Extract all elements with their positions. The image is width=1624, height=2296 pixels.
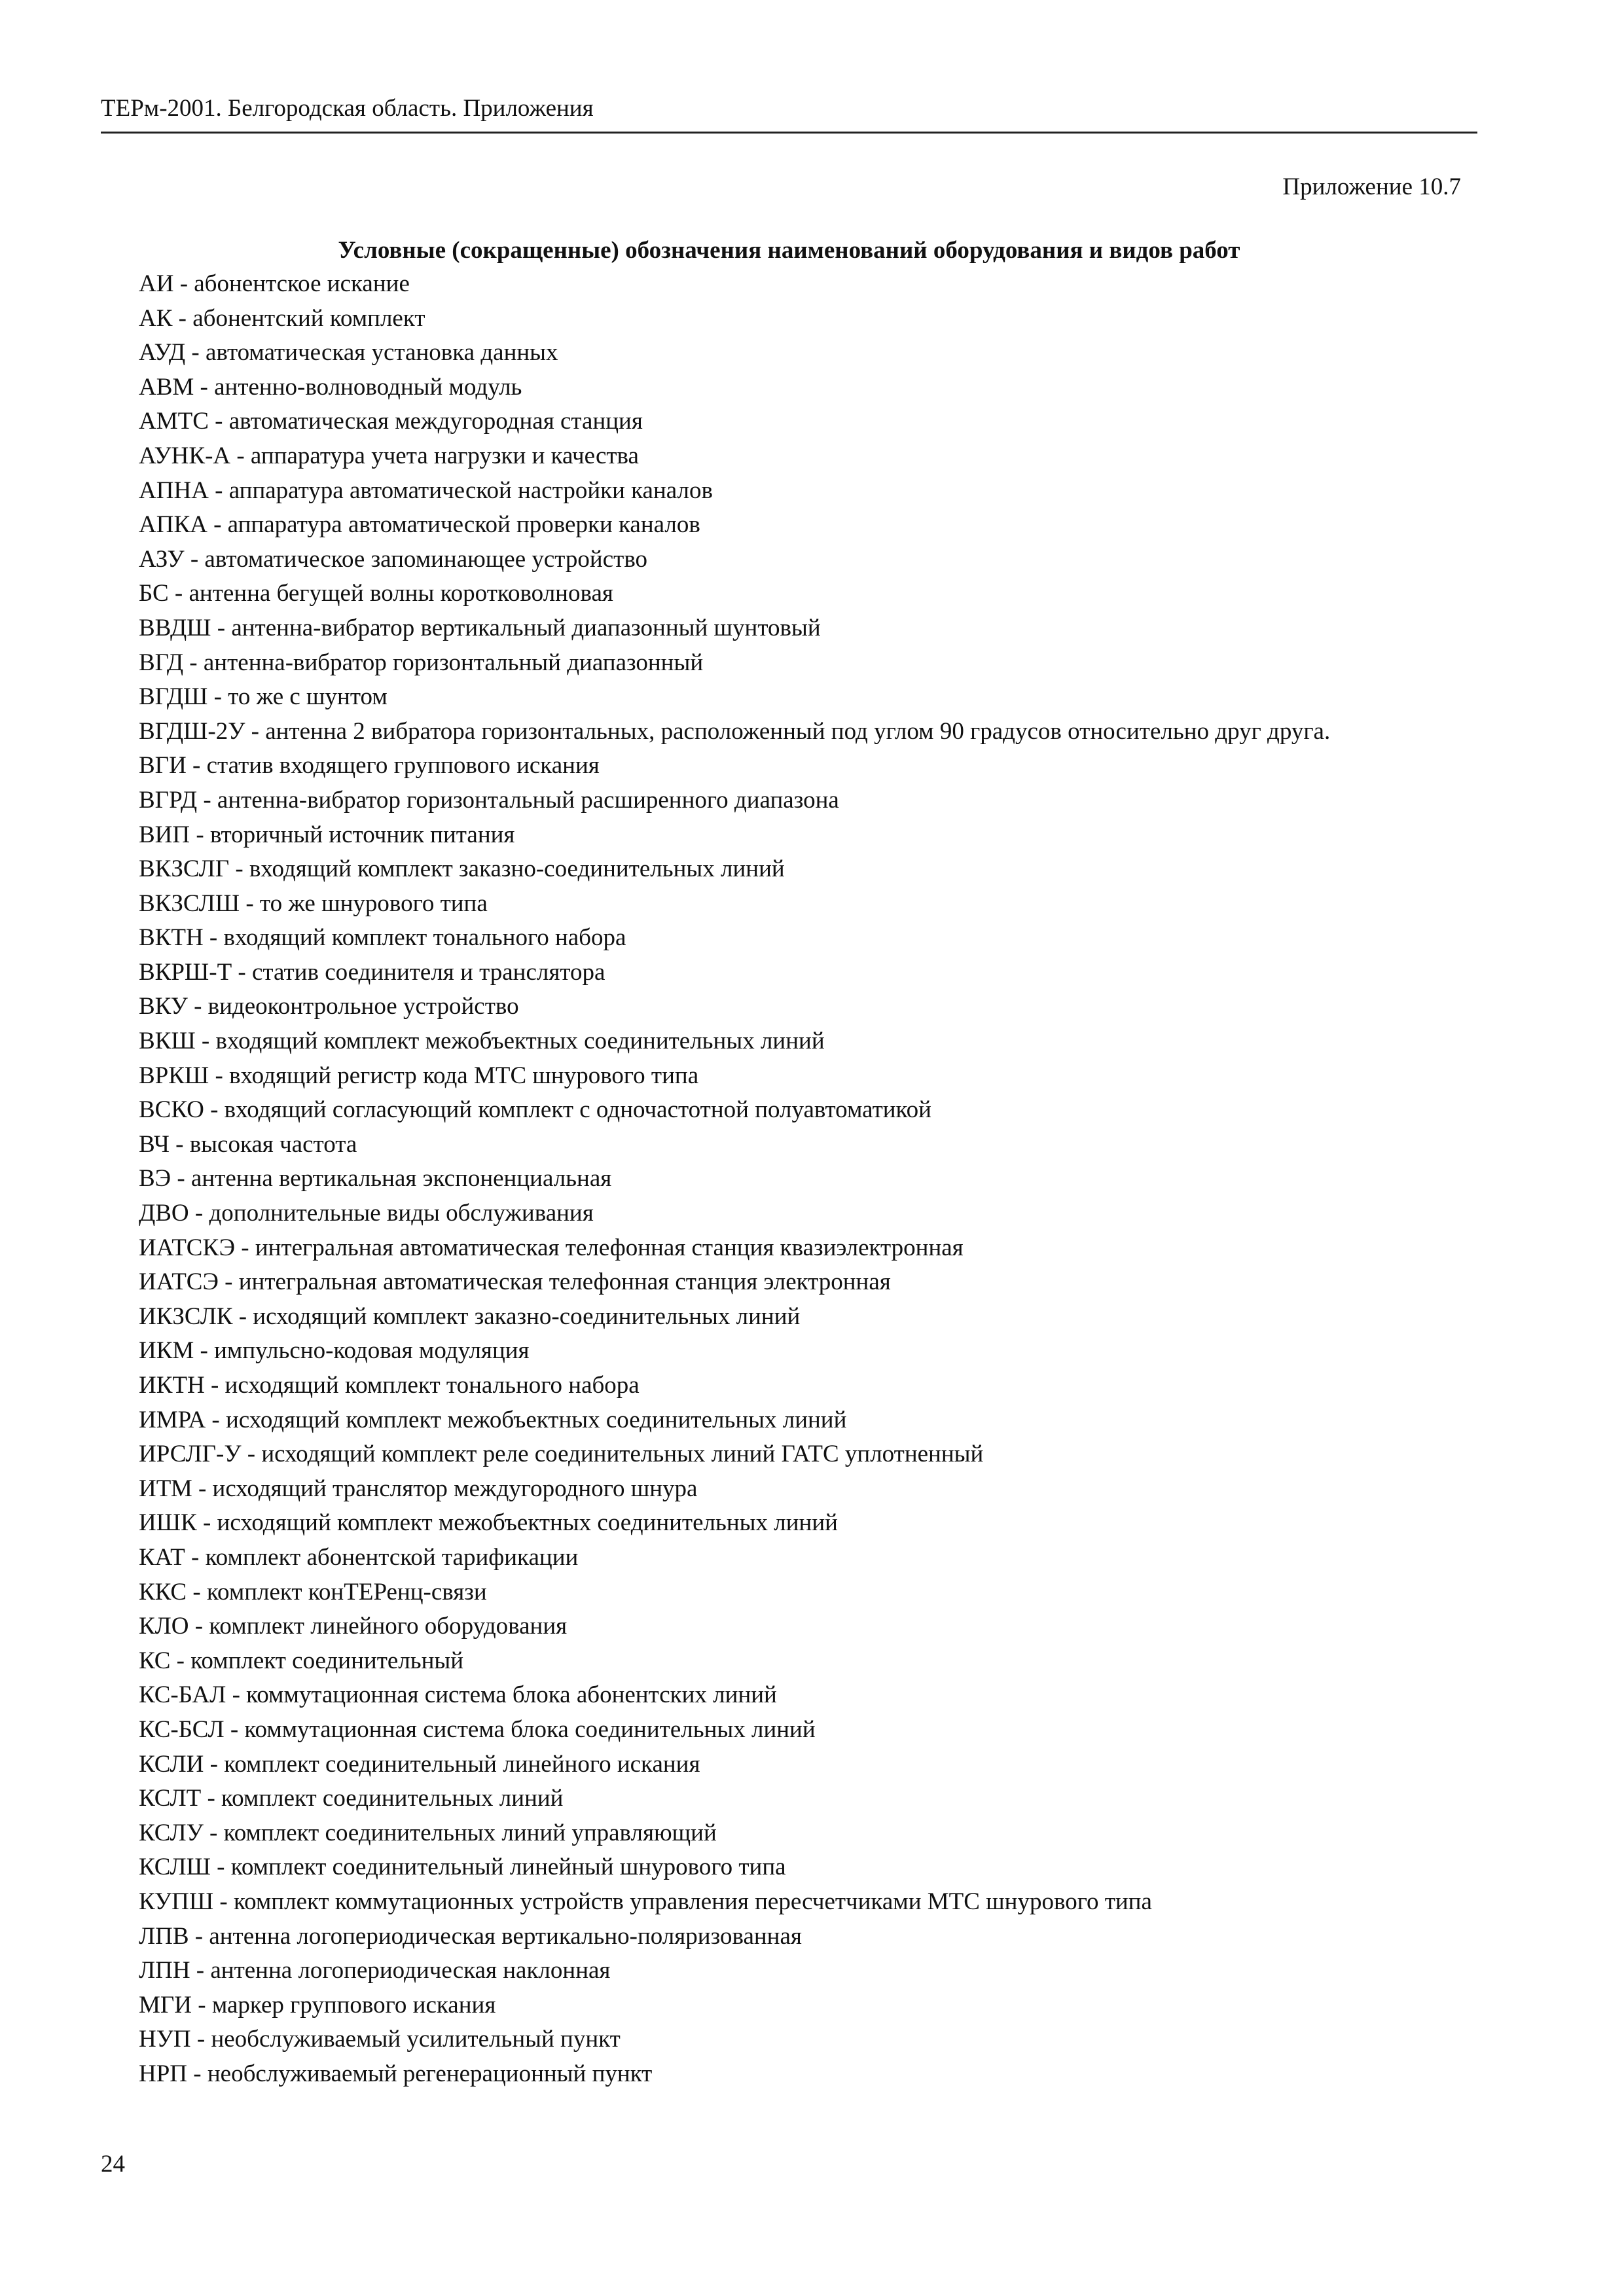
abbreviation-entry: КСЛИ - комплект соединительный линейного искания bbox=[139, 1750, 700, 1778]
running-header: ТЕРм-2001. Белгородская область. Приложения bbox=[101, 95, 594, 122]
abbreviation-entry: АК - абонентский комплект bbox=[139, 304, 425, 332]
abbreviation-entry: ВГДШ-2У - антенна 2 вибратора горизонтальных, расположенный под углом 90 градусов относительно друг друга. bbox=[139, 717, 1331, 745]
abbreviation-entry: МГИ - маркер группового искания bbox=[139, 1991, 496, 2018]
abbreviation-entry: ВГРД - антенна-вибратор горизонтальный расширенного диапазона bbox=[139, 786, 839, 814]
abbreviation-entry: КСЛУ - комплект соединительных линий управляющий bbox=[139, 1819, 717, 1846]
abbreviation-entry: КСЛТ - комплект соединительных линий bbox=[139, 1785, 564, 1812]
header-rule bbox=[101, 132, 1477, 134]
abbreviation-entry: АУД - автоматическая установка данных bbox=[139, 339, 558, 367]
abbreviation-entry: НРП - необслуживаемый регенерационный пункт bbox=[139, 2060, 653, 2087]
abbreviation-entry: ВГДШ - то же с шунтом bbox=[139, 683, 388, 711]
document-title: Условные (сокращенные) обозначения наименований оборудования и видов работ bbox=[338, 237, 1240, 264]
abbreviation-entry: КУПШ - комплект коммутационных устройств управления пересчетчиками МТС шнурового типа bbox=[139, 1888, 1152, 1915]
appendix-reference: Приложение 10.7 bbox=[1282, 173, 1461, 200]
abbreviation-entry: КСЛШ - комплект соединительный линейный шнурового типа bbox=[139, 1854, 786, 1881]
abbreviation-entry: ДВО - дополнительные виды обслуживания bbox=[139, 1200, 594, 1227]
abbreviation-entry: БС - антенна бегущей волны коротковолновая bbox=[139, 580, 613, 607]
abbreviation-entry: ИРСЛГ-У - исходящий комплект реле соединительных линий ГАТС уплотненный bbox=[139, 1441, 984, 1468]
abbreviation-entry: ИАТСКЭ - интегральная автоматическая телефонная станция квазиэлектронная bbox=[139, 1234, 964, 1261]
abbreviation-entry: ВКЗСЛШ - то же шнурового типа bbox=[139, 889, 488, 917]
abbreviation-entry: ВКУ - видеоконтрольное устройство bbox=[139, 993, 519, 1020]
abbreviation-entry: КС-БСЛ - коммутационная система блока соединительных линий bbox=[139, 1715, 816, 1743]
abbreviation-entry: ЛПВ - антенна логопериодическая вертикально-поляризованная bbox=[139, 1922, 802, 1950]
page-number: 24 bbox=[101, 2151, 125, 2178]
abbreviation-entry: ВЭ - антенна вертикальная экспоненциальная bbox=[139, 1165, 612, 1193]
abbreviation-entry: АВМ - антенно-волноводный модуль bbox=[139, 373, 522, 401]
abbreviation-entry: АИ - абонентское искание bbox=[139, 270, 410, 297]
abbreviation-entry: ВСКО - входящий согласующий комплект с одночастотной полуавтоматикой bbox=[139, 1096, 931, 1124]
abbreviation-entry: ККС - комплект конТЕРенц-связи bbox=[139, 1578, 487, 1605]
abbreviation-entry: ВВДШ - антенна-вибратор вертикальный диапазонный шунтовый bbox=[139, 614, 821, 641]
abbreviation-entry: ВГД - антенна-вибратор горизонтальный диапазонный bbox=[139, 649, 704, 676]
abbreviation-entry: ВРКШ - входящий регистр кода МТС шнурового типа bbox=[139, 1062, 699, 1089]
abbreviation-entry: ИКТН - исходящий комплект тонального набора bbox=[139, 1372, 640, 1399]
abbreviation-entry: КЛО - комплект линейного оборудования bbox=[139, 1613, 568, 1640]
abbreviation-entry: ИТМ - исходящий транслятор междугородного шнура bbox=[139, 1475, 698, 1502]
abbreviation-entry: ВГИ - статив входящего группового искания bbox=[139, 752, 600, 780]
abbreviation-entry: ВИП - вторичный источник питания bbox=[139, 821, 515, 848]
abbreviation-entry: НУП - необслуживаемый усилительный пункт bbox=[139, 2026, 621, 2053]
abbreviation-entry: КС - комплект соединительный bbox=[139, 1647, 464, 1674]
abbreviation-entry: АЗУ - автоматическое запоминающее устройство bbox=[139, 545, 648, 573]
abbreviation-entry: ВКЗСЛГ - входящий комплект заказно-соединительных линий bbox=[139, 855, 785, 883]
abbreviation-entry: ЛПН - антенна логопериодическая наклонная bbox=[139, 1957, 611, 1984]
abbreviation-entry: ИМРА - исходящий комплект межобъектных соединительных линий bbox=[139, 1406, 847, 1433]
abbreviation-entry: АПНА - аппаратура автоматической настройки каналов bbox=[139, 476, 713, 504]
abbreviation-entry: ВКТН - входящий комплект тонального набора bbox=[139, 924, 626, 952]
abbreviation-list bbox=[101, 267, 1477, 2091]
abbreviation-entry: АПКА - аппаратура автоматической проверки каналов bbox=[139, 511, 700, 539]
abbreviation-entry: ВКРШ-Т - статив соединителя и транслятора bbox=[139, 958, 605, 986]
abbreviation-entry: ВЧ - высокая частота bbox=[139, 1130, 357, 1158]
abbreviation-entry: ВКШ - входящий комплект межобъектных соединительных линий bbox=[139, 1028, 825, 1055]
abbreviation-entry: АМТС - автоматическая междугородная станция bbox=[139, 408, 643, 435]
abbreviation-entry: ИКЗСЛК - исходящий комплект заказно-соединительных линий bbox=[139, 1302, 801, 1330]
abbreviation-entry: КАТ - комплект абонентской тарификации bbox=[139, 1543, 579, 1571]
abbreviation-entry: АУНК-А - аппаратура учета нагрузки и качества bbox=[139, 442, 639, 469]
abbreviation-entry: КС-БАЛ - коммутационная система блока абонентских линий bbox=[139, 1681, 777, 1709]
abbreviation-entry: ИАТСЭ - интегральная автоматическая телефонная станция электронная bbox=[139, 1268, 891, 1296]
abbreviation-entry: ИШК - исходящий комплект межобъектных соединительных линий bbox=[139, 1509, 838, 1537]
abbreviation-entry: ИКМ - импульсно-кодовая модуляция bbox=[139, 1337, 530, 1365]
